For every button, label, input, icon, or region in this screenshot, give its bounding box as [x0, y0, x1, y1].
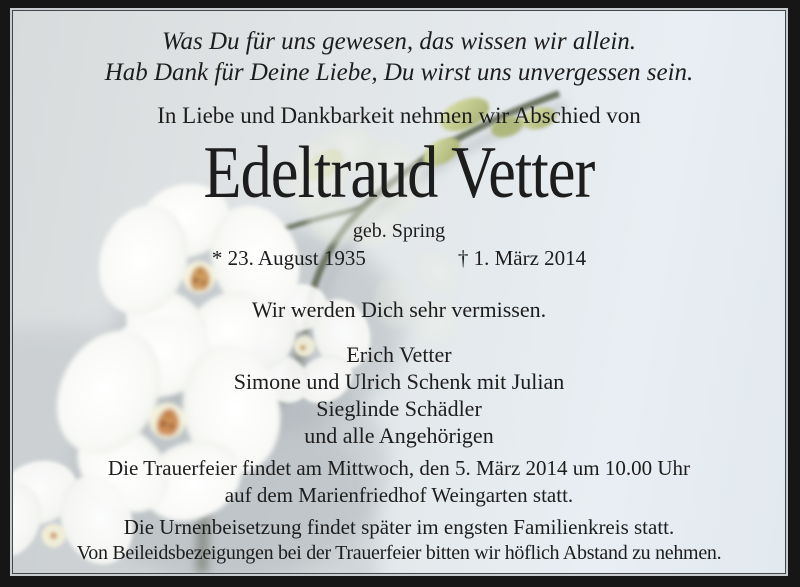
mourner-line: Sieglinde Schädler — [316, 396, 482, 421]
funeral-info — [13, 455, 785, 509]
intro-line: In Liebe und Dankbarkeit nehmen wir Abschied von — [157, 103, 641, 128]
epigraph-line-1: Was Du für uns gewesen, das wissen wir allein. — [161, 28, 637, 55]
birth-date: * 23. August 1935 — [211, 246, 366, 270]
urn-notice: Die Urnenbeisetzung findet später im engsten Familienkreis statt. — [123, 515, 675, 539]
funeral-line-2: auf dem Marienfriedhof Weingarten statt. — [224, 483, 574, 507]
mourner-line: Erich Vetter — [346, 342, 452, 367]
obituary-text — [13, 11, 785, 573]
epigraph — [13, 26, 785, 88]
frame-silver-line — [10, 8, 788, 576]
mourners-list — [13, 341, 785, 449]
mourner-line: Simone und Ulrich Schenk mit Julian — [233, 369, 565, 394]
farewell-line: Wir werden Dich sehr vermissen. — [251, 297, 547, 322]
life-dates — [13, 246, 785, 271]
funeral-line-1: Die Trauerfeier findet am Mittwoch, den 5. März 2014 um 10.00 Uhr — [107, 456, 691, 480]
memorial-card — [12, 10, 786, 574]
death-date: † 1. März 2014 — [457, 246, 587, 270]
mourner-line: und alle Angehörigen — [304, 423, 494, 448]
condolence-notice: Von Beileidsbezeigungen bei der Trauerfeier bitten wir höflich Abstand zu nehmen. — [76, 542, 722, 564]
epigraph-line-2: Hab Dank für Deine Liebe, Du wirst uns unvergessen sein. — [104, 59, 694, 86]
deceased-name: Edeltraud Vetter — [203, 132, 595, 214]
maiden-name: geb. Spring — [352, 220, 446, 242]
